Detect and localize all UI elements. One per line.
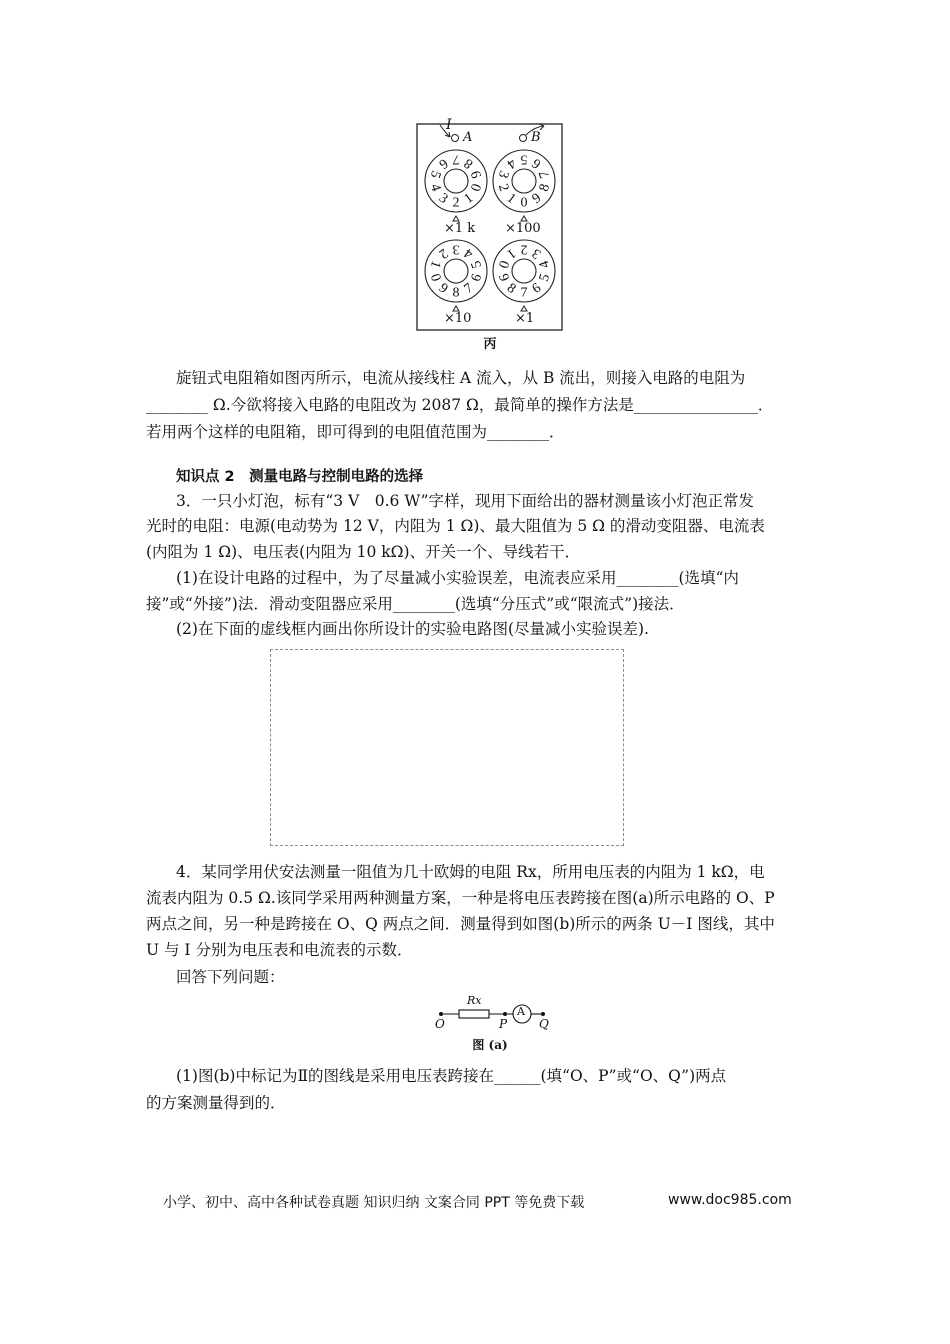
dial-digit: 3 [494,168,512,180]
dial-digit: 2 [435,245,451,262]
dial-digit: 3 [435,190,451,207]
q3-sub1-line1: (1)在设计电路的过程中，为了尽量减小实验误差，电流表应采用________(选填“内 [176,569,739,587]
q4-sub1-line2: 的方案测量得到的． [146,1094,286,1112]
dial-digit: 9 [494,272,512,284]
circuit-figure-a [425,994,565,1034]
dial-digit: 4 [461,245,477,262]
dial-digit: 9 [435,280,451,297]
q3-line3: (内阻为 1 Ω)、电压表(内阻为 10 kΩ)、开关一个、导线若干． [146,543,581,561]
resistor-rx-label: Rx [467,994,482,1007]
q4-prompt: 回答下列问题： [176,968,285,986]
dial-digit: 6 [529,155,545,172]
q4-line3: 两点之间，另一种是跨接在 O、Q 两点之间．测量得到如图(b)所示的两条 U－I 图线，其中 [146,915,775,933]
dial-digit: 8 [536,182,554,194]
dial-digit: 1 [503,190,519,207]
point-q-label: Q [539,1017,549,1031]
dial-digit: 5 [468,258,486,270]
dial-digit: 8 [503,280,519,297]
dial-digit: 1 [426,258,444,270]
dial-x1[interactable] [493,240,555,311]
q3-line1: 3．一只小灯泡，标有“3 V 0.6 W”字样，现用下面给出的器材测量该小灯泡正常发 [176,492,754,510]
dial-digit: 4 [536,258,554,270]
dial-digit: 2 [494,182,512,194]
dial-digit: 6 [435,155,451,172]
dial-digit: 8 [452,285,460,301]
dial-x10[interactable] [425,240,487,311]
circuit-drawing-area[interactable] [270,649,624,846]
dial-multiplier-1k: ×1 k [444,221,476,236]
dial-x100[interactable] [493,150,555,221]
q4-line4: U 与 I 分别为电压表和电流表的示数． [146,941,413,959]
dial-digit: 9 [468,168,486,180]
footer-text: 小学、初中、高中各种试卷真题 知识归纳 文案合同 PPT 等免费下载 [163,1195,585,1211]
dial-multiplier-100: ×100 [505,221,541,236]
dial-digit: 8 [461,155,477,172]
q2-line1: 旋钮式电阻箱如图丙所示，电流从接线柱 A 流入，从 B 流出，则接入电路的电阻为 [176,369,746,387]
dial-knob [512,169,536,193]
dial-digit: 3 [529,245,545,262]
q4-sub1-line1: (1)图(b)中标记为Ⅱ的图线是采用电压表跨接在______(填“O、P”或“O、Q”)两点 [176,1067,727,1085]
q3-sub1-line2: 接”或“外接”)法．滑动变阻器应采用________(选填“分压式”或“限流式”)接法． [146,595,685,613]
dial-digit: 6 [468,272,486,284]
dial-digit: 0 [426,272,444,284]
dial-digit: 1 [503,245,519,262]
dial-digit: 4 [426,182,444,194]
figure-a-caption: 图 (a) [472,1038,508,1052]
dial-digit: 9 [529,190,545,207]
terminal-b-label: B [531,130,541,145]
dial-digit: 1 [461,190,477,207]
dial-digit: 4 [503,155,519,172]
q4-line1: 4．某同学用伏安法测量一阻值为几十欧姆的电阻 Rx，所用电压表的内阻为 1 kΩ，电 [176,863,765,881]
resistance-box-diagram [416,123,563,331]
dial-digit: 5 [536,272,554,284]
q3-sub2: (2)在下面的虚线框内画出你所设计的实验电路图(尽量减小实验误差). [176,620,649,638]
dial-digit: 7 [520,285,528,301]
dial-multiplier-1: ×1 [515,311,535,326]
dial-multiplier-10: ×10 [444,311,472,326]
terminal-a-label: A [463,130,473,145]
dial-digit: 0 [494,258,512,270]
dial-digit: 0 [520,195,528,211]
ammeter-label: A [517,1005,525,1018]
dial-digit: 3 [452,241,460,257]
dial-knob [512,259,536,283]
dial-digit: 7 [461,280,477,297]
q3-line2: 光时的电阻：电源(电动势为 12 V，内阻为 1 Ω)、最大阻值为 5 Ω 的滑动变阻器、电流表 [146,517,765,535]
dial-digit: 7 [452,151,460,167]
dial-digit: 2 [520,241,528,257]
q2-line2: ________ Ω.今欲将接入电路的电阻改为 2087 Ω，最简单的操作方法是________________． [146,396,774,414]
dial-digit: 5 [426,168,444,180]
dial-digit: 6 [529,280,545,297]
q2-line3: 若用两个这样的电阻箱，即可得到的电阻值范围为________． [146,423,565,441]
dial-knob [444,169,468,193]
figure-bing-caption: 丙 [483,337,497,352]
q4-line2: 流表内阻为 0.5 Ω.该同学采用两种测量方案，一种是将电压表跨接在图(a)所示电路的 O、P [146,889,775,907]
resistance-box-figure [416,117,563,331]
dial-digit: 5 [520,151,528,167]
section-heading: 知识点 2 测量电路与控制电路的选择 [176,469,424,485]
point-o-label: O [435,1017,445,1031]
current-label: I [446,117,452,133]
dial-digit: 0 [468,182,486,194]
dial-x1k[interactable] [425,150,487,221]
point-p-label: P [499,1017,508,1031]
footer-url[interactable]: www.doc985.com [668,1192,792,1208]
dial-digit: 7 [536,168,554,180]
dial-knob [444,259,468,283]
dial-digit: 2 [452,195,460,211]
